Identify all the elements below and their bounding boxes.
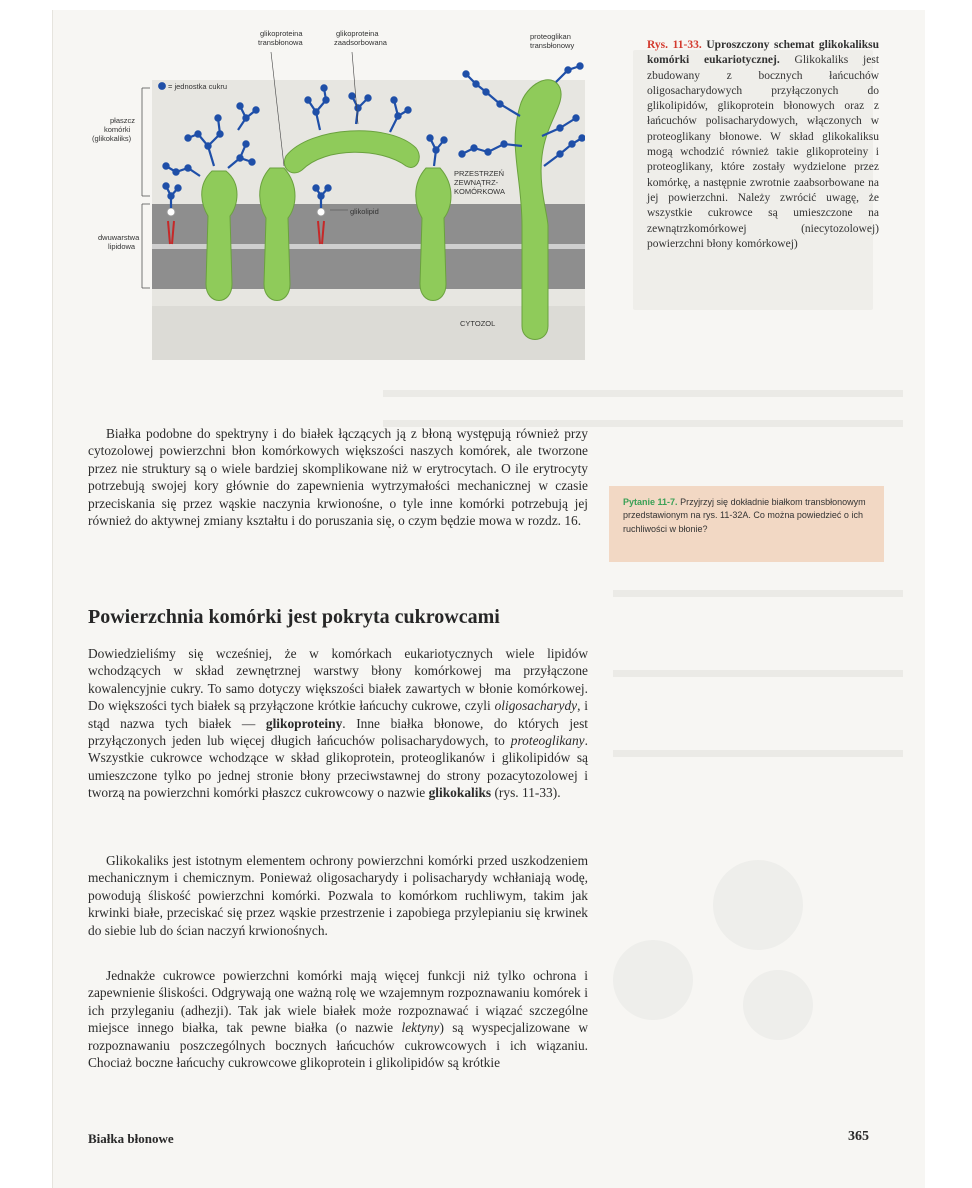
term-glycocalyx: glikokaliks xyxy=(428,785,492,801)
p1-text-4: . Wszystkie cukrowce wchodzące w skład glikoprotein, proteoglikanów i glikolipidów są umieszczone tylko po jednej stronie błony przeciwstawnej do strony pozacytozolowej i tworzą na powierzchni komórki płaszcz cukrowcowy o nazwie xyxy=(88,733,588,801)
label-extracellular-2: ZEWNĄTRZ- xyxy=(454,178,499,187)
page-number: 365 xyxy=(848,1129,869,1144)
cytosol-region xyxy=(152,306,585,360)
question-label: Pytanie 11-7. xyxy=(623,497,678,507)
label-sugar-unit: = jednostka cukru xyxy=(168,82,227,91)
paragraph-glycocalyx-intro xyxy=(88,645,588,802)
label-extracellular-3: KOMÓRKOWA xyxy=(454,187,505,196)
p3-text-2: ) są wyspecjalizowane w rozpoznawaniu poszczególnych bocznych łańcuchów cukrowcowych i ich wiązaniu. Chociaż boczne łańcuchy cukrowcowe glikoprotein i glikolipidów są krótkie xyxy=(88,1020,588,1071)
label-proteoglycan-2: transbłonowy xyxy=(530,41,575,50)
term-oligosaccharides: oligosacharydy xyxy=(494,698,578,714)
question-text: Przyjrzyj się dokładnie białkom transbłonowym przedstawionym na rys. 11-32A. Co można powiedzieć o ich ruchliwości w błonie? xyxy=(623,497,866,534)
figure-caption-text: Glikokaliks jest zbudowany z bocznych łańcuchów oligosacharydowych przyłączonych do glikolipidów, glikoprotein błonowych oraz z łańcuchów polisacharydowych, włączonych w proteoglikany błonowe. W skład glikokaliksu mogą wchodzić również takie glikoproteiny i proteoglikany, które zostały wydzielone przez komórkę, a następnie zwrotnie zaabsorbowane na jej powierzchni. Należy zwrócić uwagę, że wszystkie cukrowce są umieszczone na zewnątrzkomórkowej (niecytozolowej) powierzchni błony komórkowej) xyxy=(647,54,880,250)
section-heading: Powierzchnia komórki jest pokryta cukrowcami xyxy=(88,606,500,628)
p1-text-5: (rys. 11-33). xyxy=(491,785,561,801)
show-through-circle xyxy=(713,860,803,950)
label-glycoprotein-transmembrane-2: transbłonowa xyxy=(258,38,303,47)
paragraph-spectrin: Białka podobne do spektryny i do białek łączących ją z błoną występują również przy cytozolowej powierzchni błon komórkowych większości naszych komórek, ale tworzone przez nie struktury są o wiele bardziej skomplikowane niż w erytrocytach. O ile erytrocyty potrzebują swojej kory głównie do zapewnienia wytrzymałości mechanicznej w czasie przeciskania się przez wąskie naczynia krwionośne, o tyle inne komórki potrzebują jej również do aktywnej zmiany kształtu i do poruszania się, o czym będzie mowa w rozdz. 16. xyxy=(88,426,588,529)
show-through-line xyxy=(613,750,903,757)
show-through-line xyxy=(383,390,903,397)
show-through-circle xyxy=(613,940,693,1020)
p1-text-3: . Inne białka błonowe, do których jest przyłączonych jeden lub więcej długich łańcuchów polisacharydowych, to xyxy=(88,715,588,749)
label-glycolipid: glikolipid xyxy=(350,207,379,216)
label-glycoprotein-adsorbed-1: glikoproteina xyxy=(336,29,379,38)
question-box xyxy=(609,486,884,562)
show-through-line xyxy=(613,590,903,597)
figure-title: Uproszczony schemat glikokaliksu komórki eukariotycznej. xyxy=(647,39,879,67)
label-cell-coat-3: (glikokaliks) xyxy=(92,134,132,143)
figure-number: Rys. 11-33. xyxy=(647,39,702,51)
show-through-line xyxy=(613,670,903,677)
show-through-circle xyxy=(743,970,813,1040)
figure-caption xyxy=(647,38,879,252)
p1-text-2: , i stąd nazwa tych białek — xyxy=(88,698,589,731)
running-footer-section: Białka błonowe xyxy=(88,1131,174,1146)
label-extracellular-1: PRZESTRZEŃ xyxy=(454,169,505,178)
p3-text-1: Jednakże cukrowce powierzchni komórki mają więcej funkcji niż tylko ochrona i zapewnienie śliskości. Odgrywają one ważną rolę we wzajemnym rozpoznawaniu komórek i ich przyleganiu (adhezji). Tak jak wiele białek może rozpoznawać i wiązać szczególne miejsce innego białka, tak pewne białka (o nazwie xyxy=(88,968,588,1036)
label-glycoprotein-adsorbed-2: zaadsorbowana xyxy=(334,38,387,47)
term-lectins: lektyny xyxy=(401,1020,440,1036)
label-lipid-bilayer-2: lipidowa xyxy=(108,242,136,251)
glycocalyx-figure xyxy=(90,26,585,360)
glycocalyx-diagram xyxy=(90,26,585,360)
label-cell-coat-2: komórki xyxy=(104,125,131,134)
label-glycoprotein-transmembrane-1: glikoproteina xyxy=(260,29,303,38)
term-glycoproteins: glikoproteiny xyxy=(265,715,343,731)
label-cytosol: CYTOZOL xyxy=(460,319,496,328)
label-proteoglycan-1: proteoglikan xyxy=(530,32,571,41)
term-proteoglycans: proteoglikany xyxy=(510,733,585,749)
label-cell-coat-1: płaszcz xyxy=(110,116,136,125)
paragraph-glycocalyx-recognition xyxy=(88,967,588,1071)
label-lipid-bilayer-1: dwuwarstwa xyxy=(98,233,140,242)
p1-text-1: Dowiedzieliśmy się wcześniej, że w komórkach eukariotycznych wiele lipidów wchodzących w skład zewnętrznej warstwy błony komórkowej ma przyłączone kowalencyjnie cukry. To samo dotyczy większości białek zawartych w błonie komórkowej. Do większości tych białek są przyłączone krótkie łańcuchy cukrowe, czyli xyxy=(88,646,588,714)
paragraph-glycocalyx-protection: Glikokaliks jest istotnym elementem ochrony powierzchni komórki przed uszkodzeniem mechanicznym i chemicznym. Ponieważ oligosacharydy i polisacharydy wchłaniają wodę, powodują śliskość powierzchni komórki. Pozwala to komórkom ruchliwym, takim jak krwinki białe, przeciskać się przez wąskie przestrzenie i zapobiega przylepianiu się krwinek do siebie lub do ścian naczyń krwionośnych. xyxy=(88,853,588,938)
